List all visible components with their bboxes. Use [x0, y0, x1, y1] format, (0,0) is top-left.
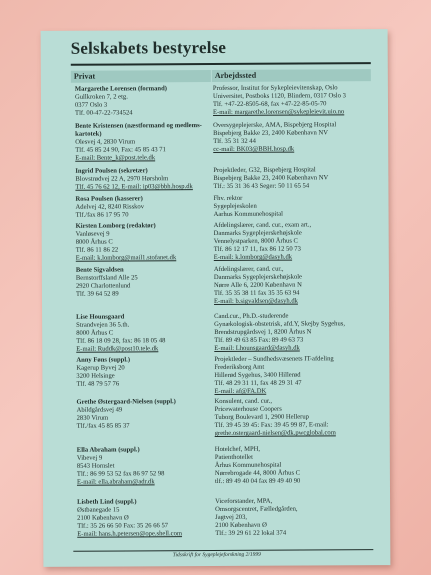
member-private-4: Rosa Poulsen (kasserer) Adelvej 42, 8240 Risskov Tlf./fax 86 17 95 70 [75, 195, 145, 219]
page-title: Selskabets bestyrelse [70, 37, 227, 58]
member-private-1: Margarethe Lorensen (formand) Gullkroken 7, 2 etg. 0377 Oslo 3 Tlf. 00-47-22-734524 [74, 85, 167, 117]
member-private-5: Kirsten Lomborg (redaktør) Vanløsevej 9 8000 Århus C Tlf. 86 11 86 22 E-mail: k.lomborg@mail1.stofanet.dk [75, 222, 177, 262]
member-work-4: Fhv. rektor Sygeplejeskolen Aarhus Kommunehospital [213, 194, 284, 219]
member-private-6: Bente Sigvaldsen Bernstorffsland Alle 25 2920 Charlottenlund Tlf. 39 64 52 89 [75, 266, 138, 298]
column-header-work: Arbejdssted [212, 69, 371, 82]
member-private-7: Lise Hounsgaard Strandvejen 36 5.th. 8000 Århus C Tlf. 86 18 09 28, fax: 86 18 05 48 E-mail: Ruddk@post10.tele.dk [76, 313, 166, 353]
member-private-11: Lisbeth Lind (suppl.) Østbanegade 15 2100 København Ø Tlf.: 35 26 66 50 Fax: 35 26 66 57 E-mail: hans.h.petersen@ope.shell.com [77, 498, 183, 538]
title-rule [71, 62, 371, 66]
member-work-3: Projektleder, G32, Bispebjerg Hospital Bispebjerg Bakke 23, 2400 København NV Tlf.: 35 31 36 43 Seger: 50 11 65 54 [213, 166, 329, 191]
member-private-8: Anny Føns (suppl.) Kagerup Byvej 20 3200 Helsinge Tlf. 48 79 57 76 [76, 356, 131, 388]
member-private-2: Bente Kristensen (næstformand og medlems- kartotek) Olesvej 4, 2830 Virum Tlf. 45 85 24 90, Fax: 45 85 43 71 E-mail: Bente_k@post.tele.dk [75, 122, 202, 162]
member-work-5: Afdelingslærer, cand. cur., exam art., Danmarks Sygeplejerskehøjskole Vennelystparken, 8000 Århus C Tlf. 86 12 17 11, fax 86 12 50 73 E-mail: k.lomborg@dasyh.dk [213, 221, 312, 262]
member-work-6: Afdelingslærer, cand. cur., Danmarks Sygeplejerskehøjskole Nørre Alle 6, 2200 København N Tlf. 35 35 38 11 fax 35 35 63 94 E-mail: b.sigvaldsen@dasyh.dk [213, 265, 303, 306]
member-private-10: Ella Abraham (suppl.) Vibevej 9 8543 Hornslet Tlf.: 86 99 53 52 fax 86 97 52 98 E-mail: ella.abraham@adr.dk [76, 446, 165, 486]
document-page [41, 29, 391, 567]
member-work-2: Oversygeplejerske, AMA, Bispebjerg Hospital Bispebjerg Bakke 23, 2400 København NV Tlf. 35 31 32 44 cc-mail: BK03@BBH.hosp.dk [213, 121, 337, 154]
member-work-10: Hotelchef, MPH, Patienthotellet Århus Kommunehospital Nørrebrogade 44, 8000 Århus C tlf.: 89 49 40 04 fax 89 49 40 90 [214, 445, 301, 486]
member-work-8: Projektleder – Sundhedsvæsenets IT-afdeling Frederiksborg Amt Hillerød Sygehus, 3400 Hillerød Tlf. 48 29 31 11, fax 48 29 31 47 E-mail: af@FA.DK [214, 355, 334, 396]
member-work-9: Konsulent, cand. cur., Pricewaterhouse Coopers Tuborg Boulevard 1, 2900 Hellerup Tlf. 39 45 39 45: Fax: 39 45 99 87, E-mail: grethe.ostergaard-nielsen@dk.pwcglobal.com [214, 397, 336, 438]
member-work-7: Cand.cur., Ph.D.-studerende Gynækologisk-obstetrisk, afd.Y, Skejby Sygehus, Brendstrupgårdsvej 1, 8200 Århus N Tlf. 89 49 63 85 Fax: 89 49 63 73 E-mail: Lhounsgaard@dasyh.dk [214, 312, 345, 353]
member-private-9: Grethe Østergaard-Nielsen (suppl.) Abildgårdsvej 49 2830 Virum Tlf./fax 45 85 85 37 [76, 398, 176, 430]
footer-citation: Tidsskrift for Sygeplejeforskning 2/1999 [172, 551, 261, 559]
member-work-11: Viceforstander, MPA, Omsorgscentret, Fælledgården, Jagtvej 203, 2100 København Ø Tlf.: 39 29 61 22 lokal 374 [215, 497, 298, 538]
member-work-1: Professor, Institut for Sykepleievitenskap, Oslo Universitet, Postboks 1120, Blindern, 0317 Oslo 3 Tlf. +47-22-8505-68, fax +47-22-85-05-70 E-mail: margarethe.lorensen@sykepleievit.uio.no [212, 84, 346, 117]
member-private-3: Ingrid Poulsen (sekretær) Blovstrødvej 22 A, 2970 Hørsholm Tlf. 45 76 62 12, E-mail: ip03@bbh.hosp.dk [75, 167, 193, 191]
column-header-private: Privat [71, 70, 211, 83]
